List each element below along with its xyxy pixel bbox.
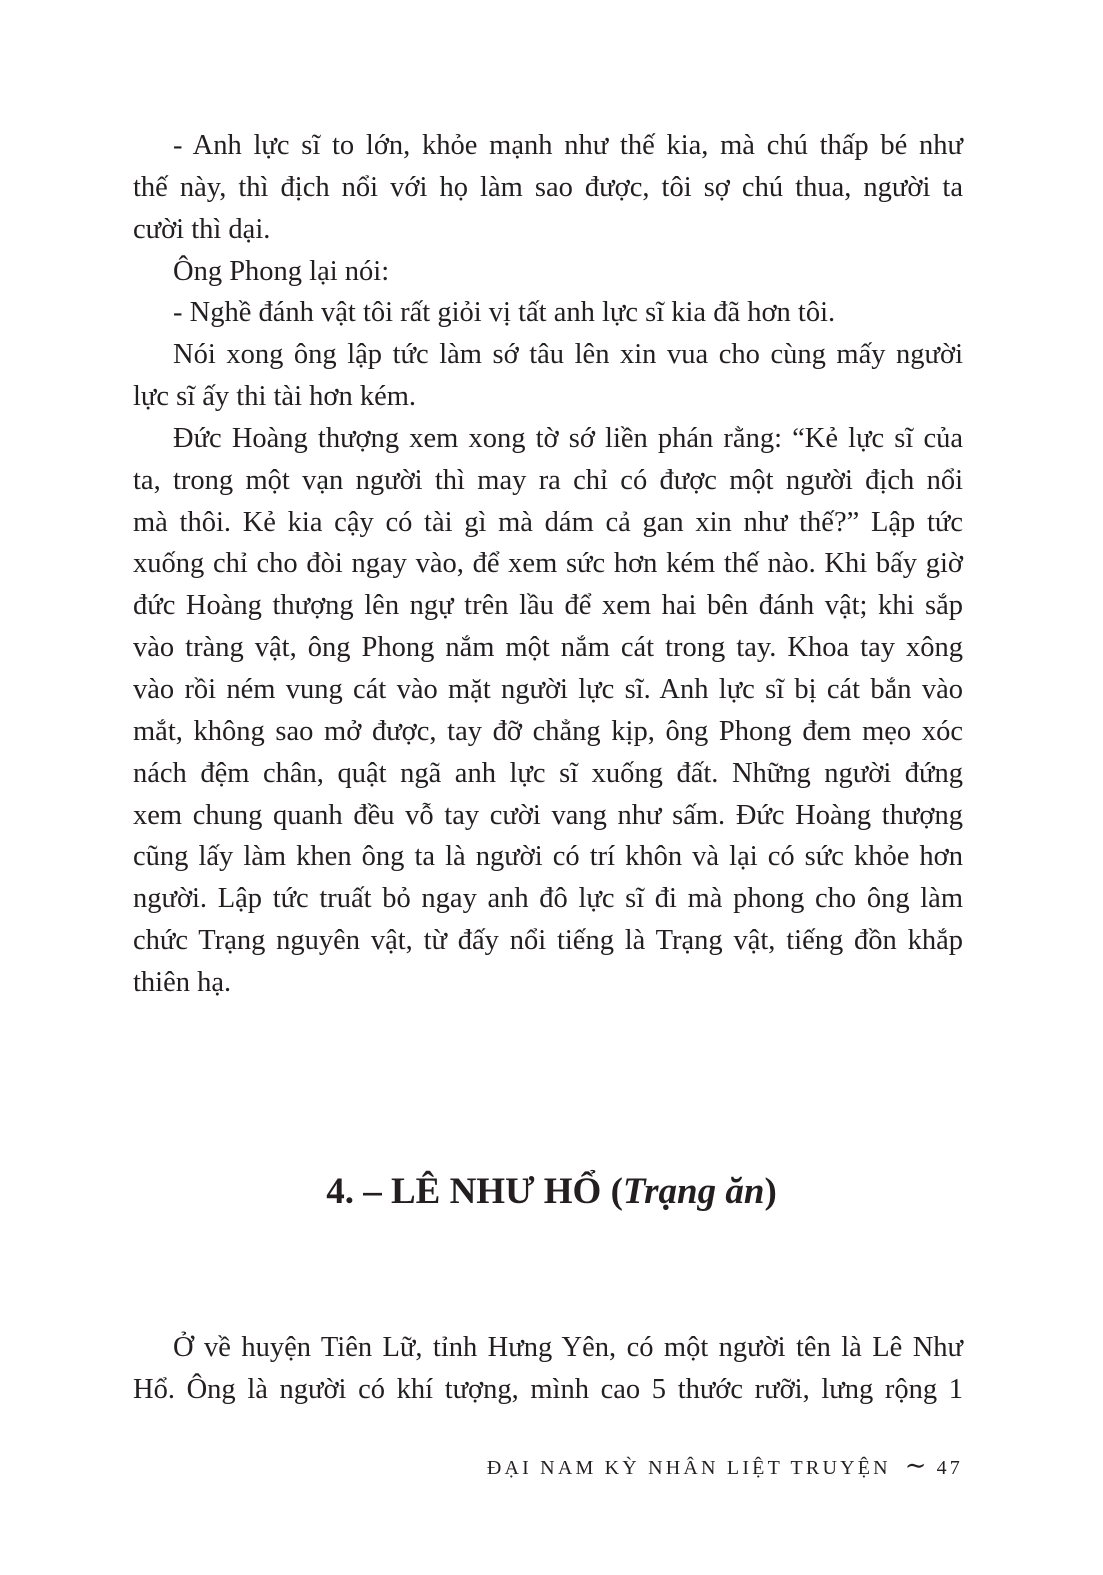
text-line: vào rồi ném vung cát vào mặt người lực sĩ. Anh lực sĩ bị cát bắn vào [133,673,963,705]
body-text-part2 [133,1327,963,1411]
running-footer [487,1452,963,1482]
text-line: cười thì dại. [133,213,271,245]
text-line: xuống chỉ cho đòi ngay vào, để xem sức hơn kém thế nào. Khi bấy giờ [133,548,963,580]
body-text-part1 [133,125,963,1004]
text-line: ta, trong một vạn người thì may ra chỉ có được một người địch nổi [133,464,963,496]
text-line: vào tràng vật, ông Phong nắm một nắm cát trong tay. Khoa tay xông [133,632,963,664]
text-line: Nói xong ông lập tức làm sớ tâu lên xin vua cho cùng mấy người [173,339,963,371]
text-line: đức Hoàng thượng lên ngự trên lầu để xem hai bên đánh vật; khi sắp [133,590,963,622]
page-number: 47 [936,1457,963,1479]
tilde-separator-icon: ∼ [904,1451,927,1480]
text-line: thế này, thì địch nổi với họ làm sao được, tôi sợ chú thua, người ta [133,171,963,203]
text-line: cũng lấy làm khen ông ta là người có trí khôn và lại có sức khỏe hơn [133,841,963,873]
text-line: Hổ. Ông là người có khí tượng, mình cao 5 thước rưỡi, lưng rộng 1 [133,1374,963,1405]
text-line: Đức Hoàng thượng xem xong tờ sớ liền phán rằng: “Kẻ lực sĩ của [173,422,963,454]
heading-main: 4. – LÊ NHƯ HỔ ( [326,1171,623,1212]
book-title: ĐẠI NAM KỲ NHÂN LIỆT TRUYỆN [486,1457,891,1479]
heading-close: ) [764,1171,777,1212]
text-line: xem chung quanh đều vỗ tay cười vang như sấm. Đức Hoàng thượng [133,799,963,831]
heading-italic: Trạng ăn [622,1171,765,1212]
text-line: - Nghề đánh vật tôi rất giỏi vị tất anh lực sĩ kia đã hơn tôi. [173,297,836,329]
text-line: lực sĩ ấy thi tài hơn kém. [133,381,417,413]
text-line: Ông Phong lại nói: [173,255,390,287]
text-line: người. Lập tức truất bỏ ngay anh đô lực sĩ đi mà phong cho ông làm [133,883,963,915]
text-line: mắt, không sao mở được, tay đỡ chẳng kịp, ông Phong đem mẹo xóc [133,715,963,747]
text-line: nách đệm chân, quật ngã anh lực sĩ xuống đất. Những người đứng [133,757,963,789]
text-line: - Anh lực sĩ to lớn, khỏe mạnh như thế kia, mà chú thấp bé như [173,130,963,161]
text-line: mà thôi. Kẻ kia cậy có tài gì mà dám cả gan xin như thế?” Lập tức [133,506,963,538]
chapter-heading [0,1168,1103,1216]
text-line: thiên hạ. [133,966,232,998]
text-line: Ở về huyện Tiên Lữ, tỉnh Hưng Yên, có một người tên là Lê Như [173,1332,963,1363]
text-line: chức Trạng nguyên vật, từ đấy nổi tiếng là Trạng vật, tiếng đồn khắp [133,925,963,957]
